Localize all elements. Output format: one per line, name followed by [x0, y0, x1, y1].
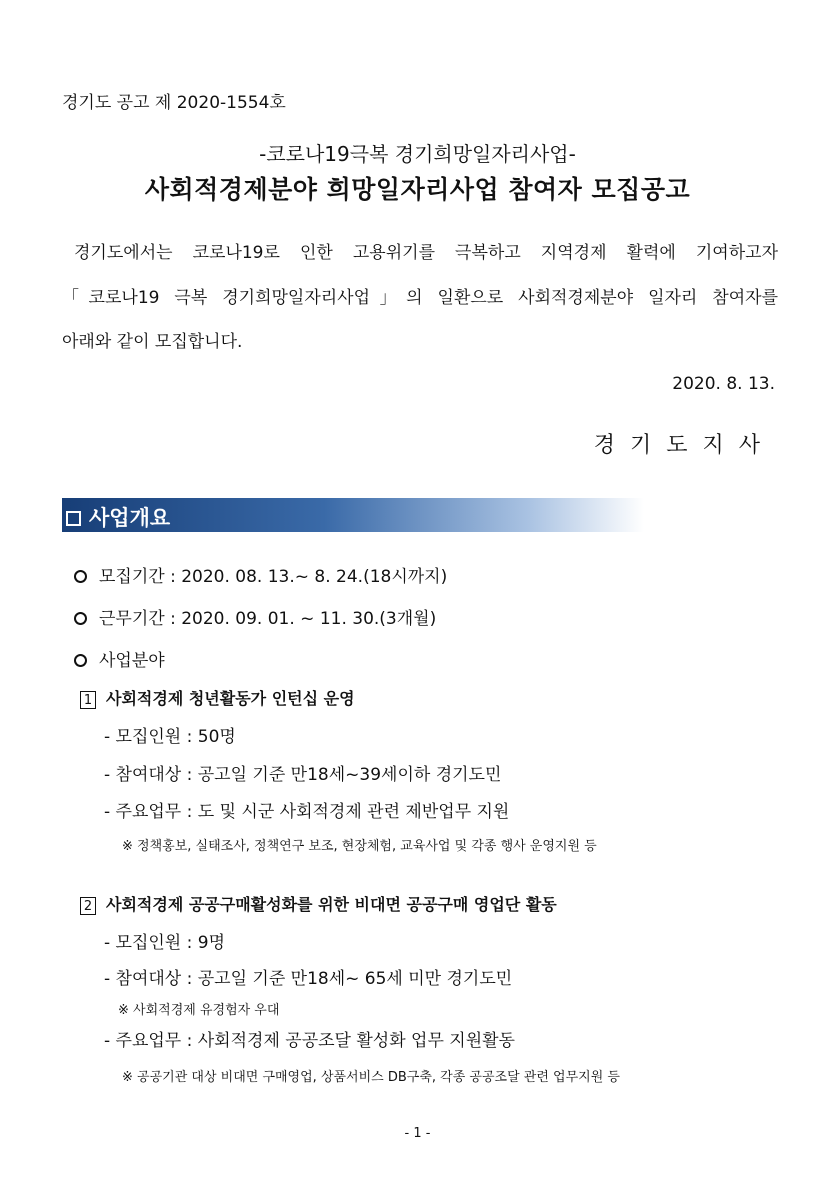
field-1-duty: - 주요업무 : 도 및 시군 사회적경제 관련 제반업무 지원 — [104, 802, 510, 822]
square-icon — [66, 511, 81, 526]
field-2-target: - 참여대상 : 공고일 기준 만18세~ 65세 미만 경기도민 — [104, 969, 513, 989]
field-2-duty-note: ※ 공공기관 대상 비대면 구매영업, 상품서비스 DB구축, 각종 공공조달 관련 업무지원 등 — [122, 1070, 620, 1085]
section-title: 사업개요 — [89, 506, 171, 530]
section-header — [66, 502, 170, 532]
intro-line-2: 「코로나19 극복 경기희망일자리사업」의 일환으로 사회적경제분야 일자리 참여자를 — [62, 288, 778, 308]
notice-title: 사회적경제분야 희망일자리사업 참여자 모집공고 — [144, 175, 691, 204]
field-1-target: - 참여대상 : 공고일 기준 만18세~39세이하 경기도민 — [104, 765, 502, 785]
intro-line-1 — [62, 238, 778, 263]
page-number: - 1 - — [404, 1126, 431, 1141]
number-box-icon: 1 — [80, 691, 96, 709]
notice-date: 2020. 8. 13. — [672, 374, 775, 394]
field-2-duty: - 주요업무 : 사회적경제 공공조달 활성화 업무 지원활동 — [104, 1031, 515, 1051]
number-box-icon: 2 — [80, 897, 96, 915]
circle-bullet-icon — [74, 570, 87, 583]
signer-name: 경기도지사 — [593, 433, 775, 458]
field-1-recruit: - 모집인원 : 50명 — [104, 727, 236, 747]
overview-item-field: 사업분야 — [74, 646, 165, 671]
overview-item-period: 모집기간 : 2020. 08. 13.~ 8. 24.(18시까지) — [74, 562, 447, 587]
intro-text-1: 경기도에서는 코로나19로 인한 고용위기를 극복하고 지역경제 활력에 기여하고자 — [74, 243, 778, 263]
notice-number: 경기도 공고 제 2020-1554호 — [62, 93, 286, 113]
circle-bullet-icon — [74, 612, 87, 625]
overview-item-work-period: 근무기간 : 2020. 09. 01. ~ 11. 30.(3개월) — [74, 604, 436, 629]
intro-line-3: 아래와 같이 모집합니다. — [62, 332, 243, 352]
field-2-recruit: - 모집인원 : 9명 — [104, 933, 225, 953]
field-heading-2: 2 사회적경제 공공구매활성화를 위한 비대면 공공구매 영업단 활동 — [80, 892, 557, 915]
field-2-target-note: ※ 사회적경제 유경험자 우대 — [118, 1003, 280, 1018]
field-heading-1: 1 사회적경제 청년활동가 인턴십 운영 — [80, 686, 355, 709]
notice-subtitle: -코로나19극복 경기희망일자리사업- — [259, 142, 576, 166]
circle-bullet-icon — [74, 654, 87, 667]
field-1-duty-note: ※ 정책홍보, 실태조사, 정책연구 보조, 현장체험, 교육사업 및 각종 행사 운영지원 등 — [122, 839, 597, 854]
